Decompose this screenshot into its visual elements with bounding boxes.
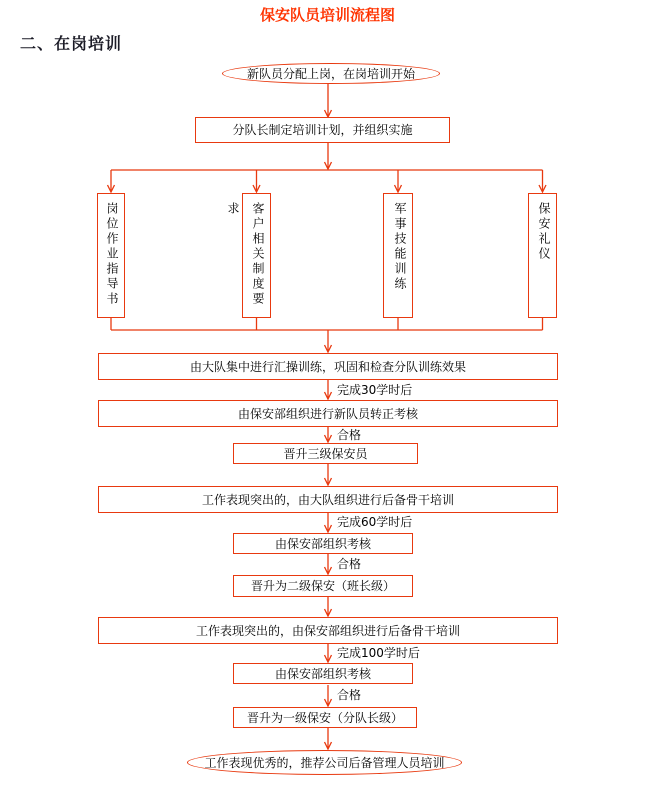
- edge-label-60-hours: 完成60学时后: [337, 515, 413, 529]
- edge-label-100-hours: 完成100学时后: [337, 646, 420, 660]
- promote-level3-box: 晋升三级保安员: [233, 443, 418, 464]
- edge-label-pass-1: 合格: [337, 428, 362, 442]
- consolidate-box: 由大队集中进行汇操训练，巩固和检查分队训练效果: [98, 353, 558, 380]
- end-node: 工作表现优秀的，推荐公司后备管理人员培训: [187, 750, 462, 775]
- promote-level2-box: 晋升为二级保安（班长级）: [233, 575, 413, 597]
- training-box-job-instructions: 岗位作业指导书: [97, 193, 125, 318]
- training-box-military-skills: 军事技能训练: [383, 193, 413, 318]
- backbone-training-box-2: 工作表现突出的，由保安部组织进行后备骨干培训: [98, 617, 558, 644]
- start-node: 新队员分配上岗，在岗培训开始: [222, 63, 440, 84]
- exam-box-1: 由保安部组织考核: [233, 533, 413, 554]
- training-box-etiquette: 保安礼仪: [528, 193, 557, 318]
- section-heading: 二、在岗培训: [20, 34, 123, 53]
- page-title: 保安队员培训流程图: [259, 6, 395, 24]
- edge-label-30-hours: 完成30学时后: [337, 383, 413, 397]
- new-member-exam-box: 由保安部组织进行新队员转正考核: [98, 400, 558, 427]
- promote-level1-box: 晋升为一级保安（分队长级）: [233, 707, 417, 728]
- plan-box: 分队长制定培训计划，并组织实施: [195, 117, 450, 143]
- edge-label-pass-3: 合格: [337, 688, 362, 702]
- backbone-training-box-1: 工作表现突出的，由大队组织进行后备骨干培训: [98, 486, 558, 513]
- training-box-client-rules: 客户相关制度要求: [242, 193, 271, 318]
- edge-label-pass-2: 合格: [337, 557, 362, 571]
- exam-box-2: 由保安部组织考核: [233, 663, 413, 684]
